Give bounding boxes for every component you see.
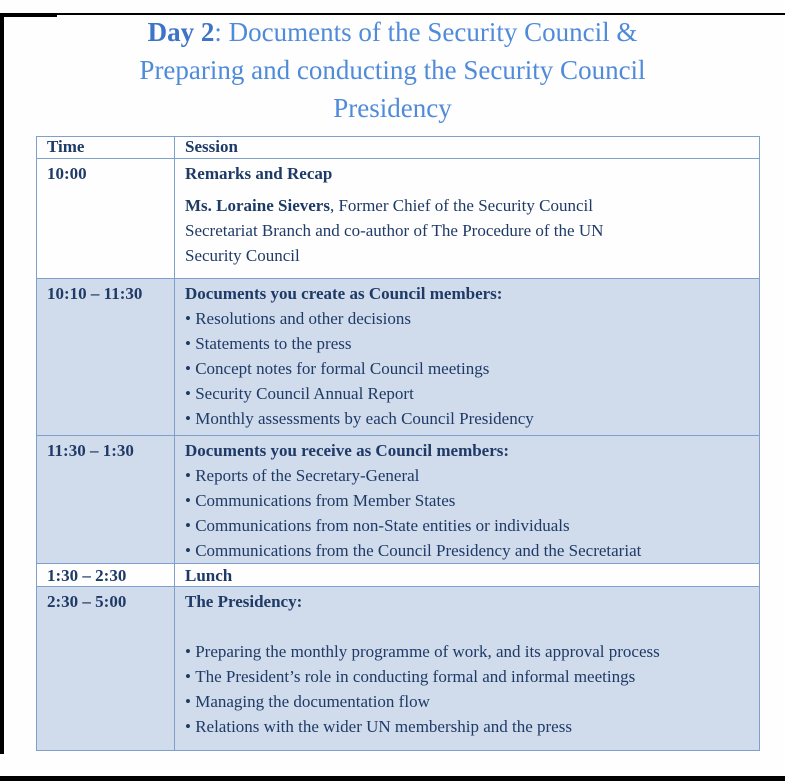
time-cell: 10:00	[37, 159, 175, 279]
session-cell	[175, 587, 760, 751]
header-row	[37, 137, 760, 159]
page-title	[40, 13, 745, 127]
bullet-item: • Managing the documentation flow	[185, 689, 697, 714]
scan-edge-left	[0, 13, 4, 754]
table-row-documents-receive	[37, 436, 760, 564]
table-row-remarks	[37, 159, 760, 279]
session-heading: Documents you receive as Council members:	[185, 441, 510, 460]
session-heading: Documents you create as Council members:	[185, 284, 503, 303]
session-cell	[175, 436, 760, 564]
speaker-name: Ms. Loraine Sievers	[185, 196, 330, 215]
title-line-1-rest: : Documents of the Security Council &	[214, 17, 638, 47]
document-page	[0, 13, 785, 781]
bullet-item: • Communications from the Council Presidency and the Secretariat	[185, 538, 751, 563]
speaker-paragraph	[185, 193, 655, 268]
title-line-2: Preparing and conducting the Security Council	[139, 55, 646, 85]
title-day-label: Day 2	[147, 17, 215, 47]
bullet-item: • Resolutions and other decisions	[185, 306, 751, 331]
bullet-item: • Monthly assessments by each Council Presidency	[185, 406, 751, 431]
bullet-list	[185, 463, 751, 563]
scan-edge-bottom	[0, 776, 785, 781]
session-heading: Lunch	[185, 566, 233, 585]
title-line-1	[40, 13, 745, 51]
time-cell: 1:30 – 2:30	[37, 564, 175, 587]
table-row-documents-create	[37, 279, 760, 436]
time-cell: 2:30 – 5:00	[37, 587, 175, 751]
scan-edge-top	[0, 13, 785, 15]
session-heading: Remarks and Recap	[185, 164, 333, 183]
bullet-item: • The President’s role in conducting formal and informal meetings	[185, 664, 697, 689]
table-row-lunch	[37, 564, 760, 587]
bullet-list	[185, 306, 751, 431]
bullet-item: • Communications from non-State entities or individuals	[185, 513, 751, 538]
scan-edge-top-notch	[0, 13, 57, 17]
schedule-table	[36, 136, 760, 751]
session-cell	[175, 279, 760, 436]
time-cell: 11:30 – 1:30	[37, 436, 175, 564]
column-header-time: Time	[37, 137, 175, 159]
bullet-item: • Concept notes for formal Council meetings	[185, 356, 751, 381]
table-row-presidency	[37, 587, 760, 751]
blank-line	[185, 614, 751, 639]
session-heading: The Presidency:	[185, 592, 303, 611]
title-line-3: Presidency	[333, 93, 452, 123]
bullet-item: • Relations with the wider UN membership and the press	[185, 714, 697, 739]
bullet-item: • Security Council Annual Report	[185, 381, 751, 406]
session-cell	[175, 564, 760, 587]
column-header-session: Session	[175, 137, 760, 159]
bullet-list	[185, 639, 697, 739]
time-cell: 10:10 – 11:30	[37, 279, 175, 436]
bullet-item: • Reports of the Secretary-General	[185, 463, 751, 488]
session-cell	[175, 159, 760, 279]
bullet-item: • Communications from Member States	[185, 488, 751, 513]
bullet-item: • Preparing the monthly programme of work, and its approval process	[185, 639, 697, 664]
speaker-description: , Former Chief of the Security Council Secretariat Branch and co-author of The Procedure of the UN Security Council	[185, 196, 604, 265]
bullet-item: • Statements to the press	[185, 331, 751, 356]
